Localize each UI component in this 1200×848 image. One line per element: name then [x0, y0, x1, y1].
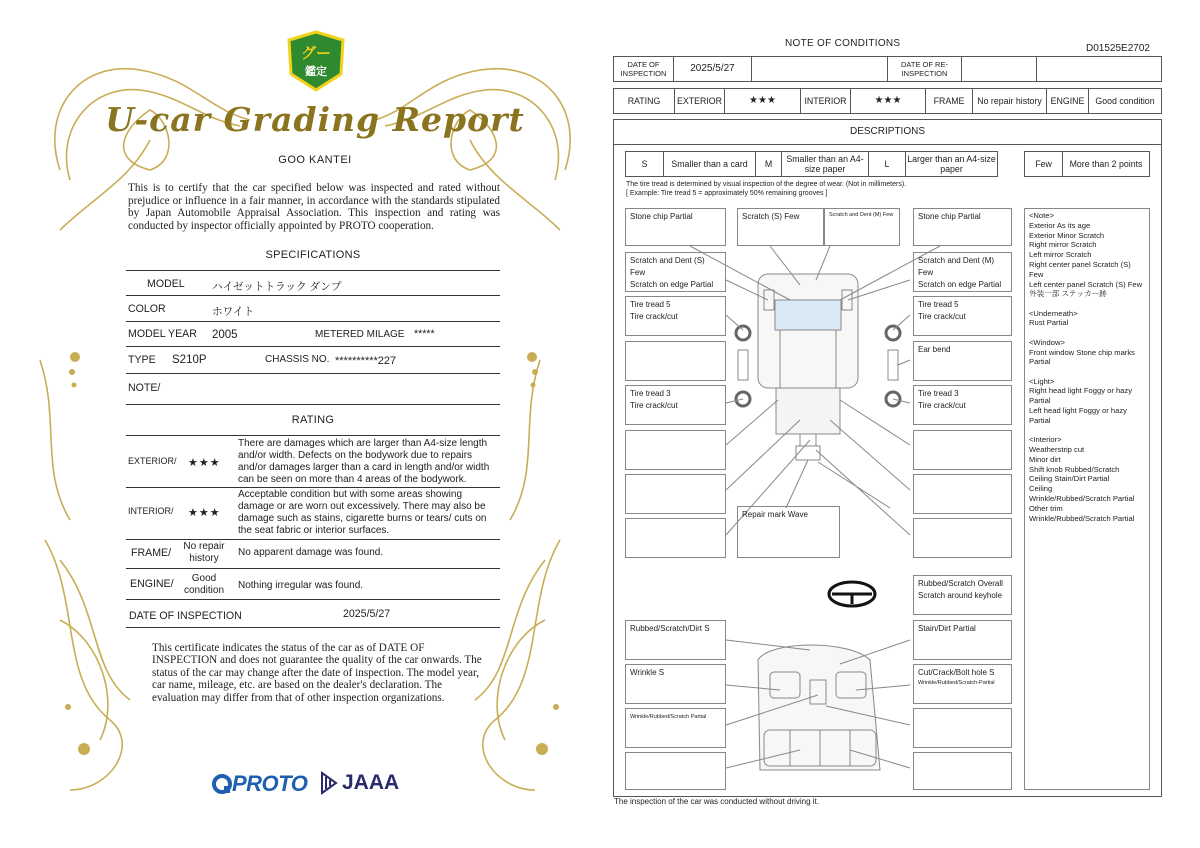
date-of-inspection-value: 2025/5/27	[674, 57, 752, 82]
legend-m-desc: Smaller than an A4-size paper	[782, 152, 869, 177]
chassis-value: **********227	[335, 355, 397, 367]
notes-column	[1024, 208, 1150, 790]
proto-logo: PROTO	[212, 771, 307, 797]
jaaa-logo: JAAA	[320, 771, 399, 795]
exterior-stars: ★★★	[725, 89, 801, 114]
type-label: TYPE	[128, 354, 156, 366]
date-of-inspection-label: DATE OF INSPECTION	[614, 57, 674, 82]
date-of-inspection-value: 2025/5/27	[343, 608, 391, 620]
rating-table	[613, 88, 1162, 114]
condition-box-interior-3	[913, 664, 1012, 704]
condition-box-front-left-tire: Tire tread 5 Tire crack/cut	[625, 296, 726, 336]
chassis-label: CHASSIS NO.	[265, 354, 330, 365]
condition-box-front-center: Scratch and Dent (M) Few	[824, 208, 900, 246]
metered-mileage-label: METERED MILAGE	[315, 329, 405, 340]
tire-tread-note	[626, 180, 906, 198]
notes-window: <Window> Front window Stone chip marks Partial	[1029, 337, 1135, 367]
interior-label: INTERIOR/	[128, 506, 174, 516]
legend-l: L	[869, 152, 906, 177]
condition-box-interior-3-line-2: Wrinkle/Rubbed/Scratch-Partial	[918, 680, 995, 686]
interior-description: Acceptable condition but with some areas showing damage or are worn out excessively. There may also be damage such as stains, cigarette burns or tears/ cuts on the seat fabric or interior surfaces.	[238, 489, 487, 536]
condition-box-interior-7	[913, 752, 1012, 790]
condition-box-interior-5	[913, 708, 1012, 748]
type-value: S210P	[172, 354, 207, 366]
size-legend-table	[625, 151, 998, 177]
frame-value: No repair history	[973, 89, 1047, 114]
condition-box-right-bed-2	[913, 474, 1012, 514]
driving-disclaimer: The inspection of the car was conducted without driving it.	[614, 797, 819, 806]
document-code: D01525E2702	[1086, 43, 1150, 54]
interior-stars: ★★★	[188, 507, 221, 519]
certificate-disclaimer: This certificate indicates the status of the car as of DATE OF INSPECTION and does not guarantee the quality of the car onwards. The status of the car may change after the date of inspection. The model year, car name, mileage, etc. are based on the dealer's declaration. The evaluation may differ from that of other inspection organizations.	[152, 642, 482, 704]
engine-value: Good condition	[1089, 89, 1162, 114]
condition-box-interior-3-line-1: Cut/Crack/Bolt hole S	[918, 668, 995, 677]
interior-stars: ★★★	[851, 89, 926, 114]
rating-label: RATING	[614, 89, 675, 114]
notes-underneath: <Underneath> Rust Partial	[1029, 308, 1078, 328]
exterior-description: There are damages which are larger than A4-size length and/or width. Defects on the bodywork due to repairs and/or damages larger than a card in length and/or width can be seen on more than 4 areas of the bodywork.	[238, 438, 490, 485]
condition-box-interior-4: Wrinkle/Rubbed/Scratch Partial	[625, 708, 726, 748]
legend-m: M	[756, 152, 782, 177]
legend-s-desc: Smaller than a card	[664, 152, 756, 177]
legend-s: S	[626, 152, 664, 177]
condition-box-interior-2: Wrinkle S	[625, 664, 726, 704]
model-year-label: MODEL YEAR	[128, 328, 197, 340]
condition-box-left-bed-1	[625, 430, 726, 470]
date-table	[613, 56, 1162, 82]
condition-box-steering: Rubbed/Scratch Overall Scratch around keyhole	[913, 575, 1012, 615]
condition-box-front: Scratch (S) Few	[737, 208, 824, 246]
interior-label: INTERIOR	[801, 89, 851, 114]
tire-note-line-1: The tire tread is determined by visual inspection of the degree of wear. (Not in millimeters).	[626, 181, 907, 188]
condition-box-front-right: Stone chip Partial	[913, 208, 1012, 246]
condition-box-front-left: Stone chip Partial	[625, 208, 726, 246]
condition-box-right-rear	[913, 518, 1012, 558]
condition-box-interior-6	[625, 752, 726, 790]
engine-label: ENGINE	[1047, 89, 1089, 114]
model-year-value: 2005	[212, 329, 238, 341]
condition-box-ceiling: Stain/Dirt Partial	[913, 620, 1012, 660]
specifications-heading: SPECIFICATIONS	[265, 249, 361, 261]
condition-box-rear: Repair mark Wave	[737, 506, 840, 558]
exterior-label: EXTERIOR	[675, 89, 725, 114]
svg-text:鑑定: 鑑定	[305, 65, 327, 78]
condition-box-interior-1: Rubbed/Scratch/Dirt S	[625, 620, 726, 660]
report-title: U-car Grading Report	[105, 100, 525, 139]
legend-few: Few	[1025, 152, 1063, 177]
condition-box-right-door: Ear bend	[913, 341, 1012, 381]
certificate-intro: This is to certify that the car specified below was inspected and rated without prejudice or influence in a fair manner, in accordance with the standards stipulated by Japan Automobile Appraisal Association. This inspection and rating was conducted by inspector officially appointed by PROTO cooperation.	[128, 182, 500, 232]
condition-box-front-right-tire: Tire tread 5 Tire crack/cut	[913, 296, 1012, 336]
proto-logo-icon	[212, 774, 232, 794]
condition-box-right-bed-1	[913, 430, 1012, 470]
frame-value: No repair history	[183, 541, 225, 564]
metered-mileage-value: *****	[414, 328, 435, 340]
condition-box-left-fender: Scratch and Dent (S) Few Scratch on edge Partial	[625, 252, 726, 292]
condition-box-right-fender: Scratch and Dent (M) Few Scratch on edge Partial	[913, 252, 1012, 292]
goo-kantei-badge-icon	[287, 30, 345, 92]
notes-general: <Note> Exterior As its age Exterior Minor Scratch Right mirror Scratch Left mirror Scratch Right center panel Scratch (S) Few Left center panel Scratch (S) Few 外装一部 ステッカー跡	[1029, 211, 1143, 299]
note-label: NOTE/	[128, 382, 161, 394]
engine-value: Good condition	[183, 573, 225, 596]
exterior-label: EXTERIOR/	[128, 456, 177, 466]
condition-box-rear-left-tire: Tire tread 3 Tire crack/cut	[625, 385, 726, 425]
engine-label: ENGINE/	[130, 578, 174, 590]
tire-note-line-2: [ Example: Tire tread 5 = approximately 50% remaining grooves ]	[626, 190, 828, 197]
frame-label: FRAME/	[131, 547, 172, 559]
note-of-conditions	[600, 0, 1200, 848]
legend-l-desc: Larger than an A4-size paper	[906, 152, 998, 177]
condition-box-left-bed-2	[625, 474, 726, 514]
rating-heading: RATING	[291, 414, 335, 426]
notes-light: <Light> Right head light Foggy or hazy Partial Left head light Foggy or hazy Partial	[1029, 376, 1132, 425]
model-value: ハイゼットトラック ダンプ	[212, 281, 342, 293]
engine-description: Nothing irregular was found.	[238, 580, 364, 591]
reinspection-label: DATE OF RE-INSPECTION	[888, 57, 962, 82]
condition-box-rear-right-tire: Tire tread 3 Tire crack/cut	[913, 385, 1012, 425]
color-label: COLOR	[128, 303, 166, 315]
model-label: MODEL	[147, 278, 185, 290]
jaaa-logo-icon	[320, 771, 338, 795]
frame-label: FRAME	[926, 89, 973, 114]
exterior-stars: ★★★	[188, 457, 221, 469]
frame-description: No apparent damage was found.	[238, 547, 384, 558]
report-subtitle: GOO KANTEI	[278, 154, 352, 166]
condition-box-left-rear	[625, 518, 726, 558]
few-legend-table	[1024, 151, 1150, 177]
legend-few-desc: More than 2 points	[1063, 152, 1150, 177]
condition-box-left-door	[625, 341, 726, 381]
notes-interior: <Interior> Weatherstrip cut Minor dirt Shift knob Rubbed/Scratch Ceiling Stain/Dirt Partial Ceiling Wrinkle/Rubbed/Scratch Partial Other trim Wrinkle/Rubbed/Scratch Partial	[1029, 435, 1135, 523]
date-of-inspection-label: DATE OF INSPECTION	[129, 610, 242, 622]
note-title: NOTE OF CONDITIONS	[785, 38, 901, 49]
color-value: ホワイト	[212, 306, 255, 318]
descriptions-heading: DESCRIPTIONS	[613, 119, 1162, 145]
svg-text:グー: グー	[300, 44, 332, 62]
